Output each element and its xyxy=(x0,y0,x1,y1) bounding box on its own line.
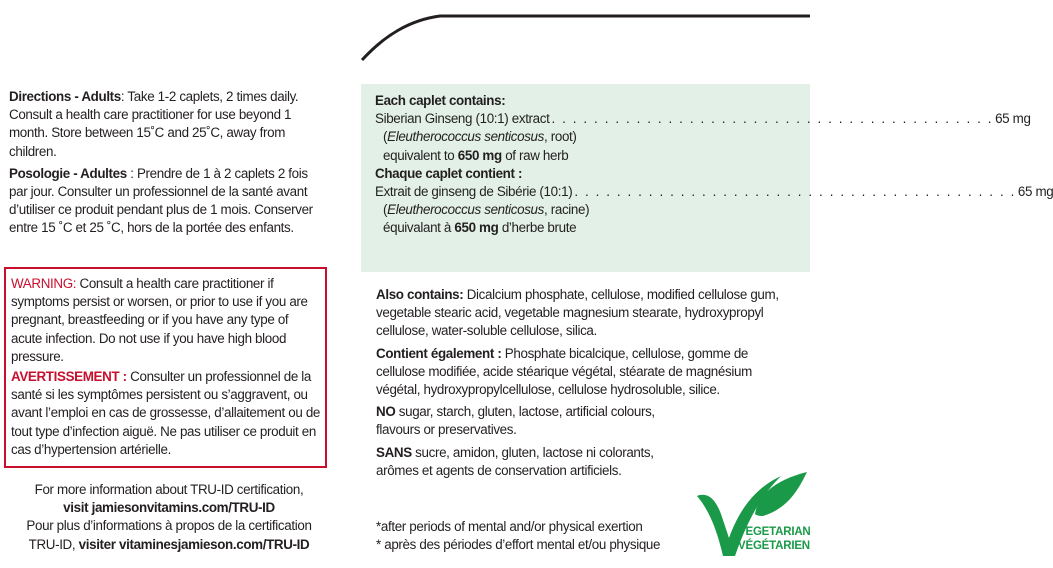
directions-en-label: Directions - Adults xyxy=(9,89,121,104)
info-line-4 xyxy=(9,536,329,554)
directions-en xyxy=(9,88,329,161)
tru-id-info xyxy=(9,481,329,554)
also-en-text: Dicalcium phosphate, cellulose, modified cellulose gum, vegetable stearic acid, vegetable magnesium stearate, hydroxypropyl cellulose, water-soluble cellulose, silica. xyxy=(376,287,779,339)
other-ingredients xyxy=(376,286,796,484)
warning-fr xyxy=(11,368,320,459)
free-from-en-text: sugar, starch, gluten, lactose, artificial colours, flavours or preservatives. xyxy=(376,404,655,438)
composition-fr-amount: 65 mg xyxy=(1017,184,1053,200)
vegetarian-label-en: VEGETARIAN xyxy=(738,526,811,538)
free-from-en xyxy=(376,403,676,439)
warning-en-label: WARNING: xyxy=(11,276,77,291)
also-en xyxy=(376,286,796,341)
footnote-fr: * après des périodes d’effort mental et/ou physique xyxy=(376,537,661,553)
footnote-en: *after periods of mental and/or physical exertion xyxy=(376,519,643,534)
free-from-fr xyxy=(376,444,676,480)
composition-en-amount: 65 mg xyxy=(995,111,1031,127)
vegetarian-label xyxy=(738,525,811,553)
info-line-4-prefix: TRU-ID, xyxy=(28,536,79,552)
composition-en-row xyxy=(375,110,1031,128)
info-line-1: For more information about TRU-ID certification, xyxy=(34,482,304,497)
directions-en-text: : Take 1-2 caplets, 2 times daily. Consult a health care practitioner for use beyond 1 month. Store between 15˚C and 25˚C, away from children. xyxy=(9,89,299,159)
vegetarian-label-fr: VÉGÉTARIEN xyxy=(738,540,810,552)
composition-en-latin: (Eleutherococcus senticosus, root) xyxy=(383,129,577,145)
composition-panel xyxy=(361,84,1053,272)
also-en-label: Also contains: xyxy=(376,287,464,302)
composition-fr-heading: Chaque caplet contient : xyxy=(375,165,523,181)
composition-en-equivalent: equivalent to 650 mg of raw herb xyxy=(383,147,569,163)
composition-fr-equivalent: équivalant à 650 mg d’herbe brute xyxy=(383,220,577,236)
warning-box xyxy=(4,267,327,468)
directions-section xyxy=(9,88,329,242)
label-top-curve xyxy=(0,0,820,70)
composition-en-ingredient: Siberian Ginseng (10:1) extract xyxy=(375,111,550,127)
also-fr xyxy=(376,345,796,400)
warning-en xyxy=(11,275,320,366)
composition-fr-row xyxy=(375,183,1053,201)
directions-fr xyxy=(9,165,329,238)
info-line-3: Pour plus d’informations à propos de la certification xyxy=(26,518,312,534)
leader-dots: . . . . . . . . . . . . . . . . . . . . . . . . . . . . . . . . . . . . . . . . . . xyxy=(551,111,994,127)
warning-fr-text: Consulter un professionnel de la santé si les symptômes persistent ou s’aggravent, ou avant l’emploi en cas de grossesse, d’allaitement ou de tout type d’infection aiguë. Ne pas utiliser ce produit en cas d’hypertension artérielle. xyxy=(11,369,321,457)
warning-en-text: Consult a health care practitioner if symptoms persist or worsen, or prior to use if you are pregnant, breastfeeding or if you have any type of acute infection. Do not use if you have high blood pressure. xyxy=(11,276,308,364)
composition-fr-ingredient: Extrait de ginseng de Sibérie (10:1) xyxy=(375,184,573,200)
also-fr-label: Contient également : xyxy=(376,345,502,361)
footnotes xyxy=(376,518,696,554)
info-link-en[interactable]: visit jamiesonvitamins.com/TRU-ID xyxy=(63,500,275,516)
also-fr-text: Phosphate bicalcique, cellulose, gomme de cellulose modifiée, acide stéarique végétal, stéarate de magnésium végétal, hydroxypropylcellulose, cellulose hydrosoluble, silice. xyxy=(376,345,752,398)
directions-fr-label: Posologie - Adultes xyxy=(9,165,127,181)
free-from-en-label: NO xyxy=(376,404,396,420)
directions-fr-text: : Prendre de 1 à 2 caplets 2 fois par jour. Consulter un professionnel de la santé avant d’utiliser ce produit pendant plus de 1 mois. Conserver entre 15 ˚C et 25 ˚C, hors de la portée des enfants. xyxy=(9,165,313,236)
free-from-fr-text: sucre, amidon, gluten, lactose ni colorants, arômes et agents de conservation artificiels. xyxy=(376,444,654,478)
warning-fr-label: AVERTISSEMENT : xyxy=(11,369,127,385)
info-link-fr[interactable]: visiter vitaminesjamieson.com/TRU-ID xyxy=(78,536,310,552)
composition-en-heading: Each caplet contains: xyxy=(375,93,506,108)
composition-fr-latin: (Eleutherococcus senticosus, racine) xyxy=(383,202,590,218)
free-from-fr-label: SANS xyxy=(376,444,412,460)
leader-dots: . . . . . . . . . . . . . . . . . . . . . . . . . . . . . . . . . . . . . . . . . . xyxy=(574,184,1016,200)
